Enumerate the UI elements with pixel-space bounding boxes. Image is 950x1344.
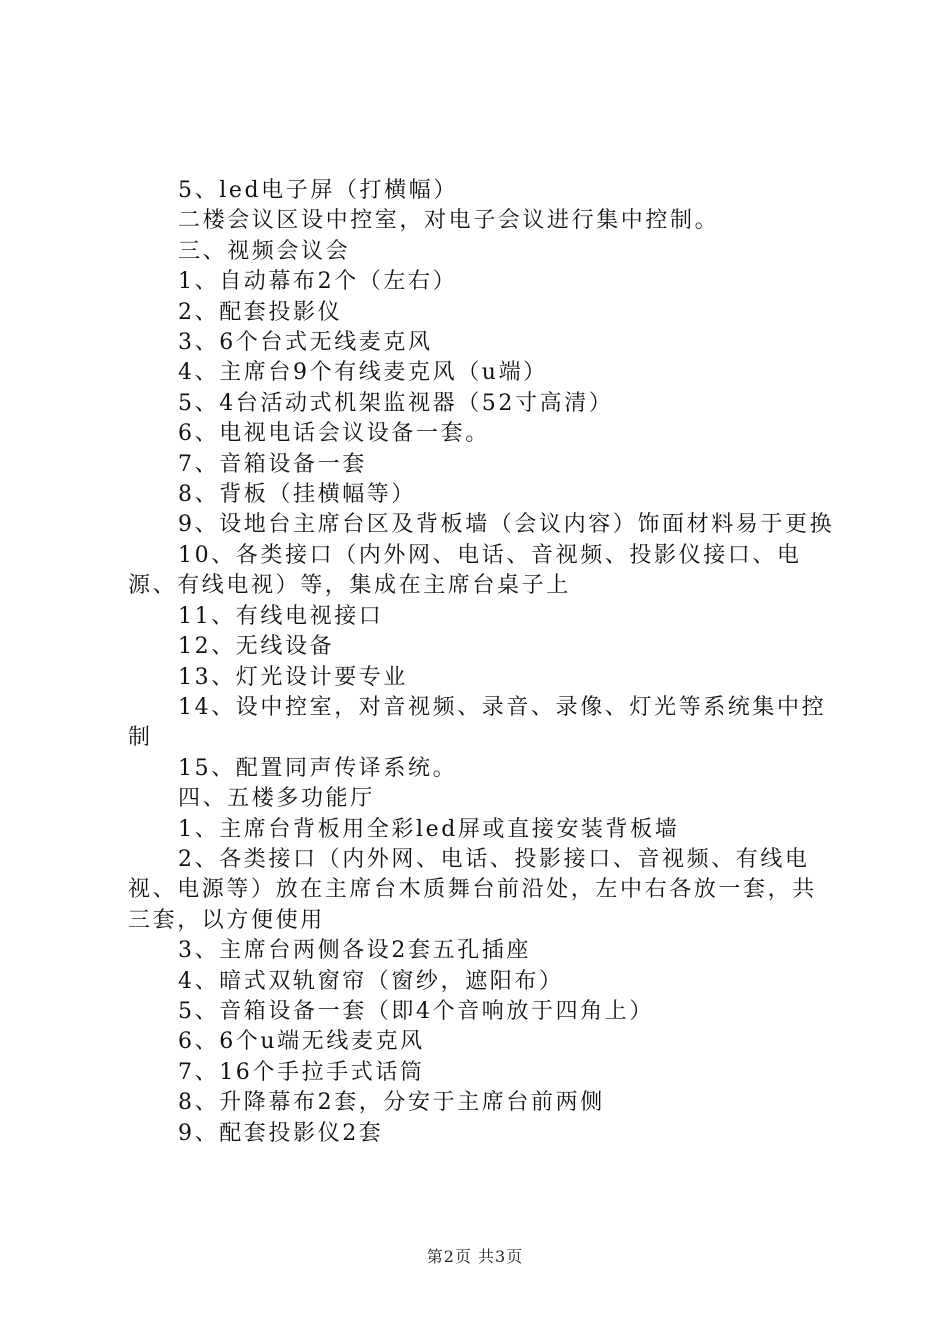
paragraph-led-screen: 5、led电子屏（打横幅） (178, 178, 458, 203)
list-item: 5、4台活动式机架监视器（52寸高清） (178, 390, 614, 416)
list-item: 15、配置同声传译系统。 (178, 755, 458, 781)
list-item: 6、电视电话会议设备一套。 (178, 421, 490, 447)
document-body (128, 176, 836, 1149)
section-heading-multifunction-hall: 四、五楼多功能厅 (178, 786, 375, 812)
list-item: 3、主席台两侧各设2套五孔插座 (178, 938, 531, 964)
list-item: 14、设中控室，对音视频、录音、录像、灯光等系统集中控制 (128, 694, 827, 751)
list-item: 4、主席台9个有线麦克风（u端） (178, 360, 548, 386)
list-item: 2、配套投影仪 (178, 299, 343, 325)
list-item: 1、自动幕布2个（左右） (178, 269, 458, 295)
list-item: 6、6个u端无线麦克风 (178, 1029, 425, 1055)
list-item: 8、背板（挂横幅等） (178, 482, 416, 508)
list-item: 13、灯光设计要专业 (178, 664, 408, 690)
section-heading-video-conference: 三、视频会议会 (178, 238, 351, 264)
list-item: 4、暗式双轨窗帘（窗纱，遮阳布） (178, 968, 564, 994)
list-item: 5、音箱设备一套（即4个音响放于四角上） (178, 998, 654, 1024)
paragraph-control-room: 二楼会议区设中控室，对电子会议进行集中控制。 (178, 208, 720, 234)
list-item: 1、主席台背板用全彩led屏或直接安装背板墙 (178, 816, 680, 842)
list-item: 7、音箱设备一套 (178, 451, 367, 477)
list-item: 8、升降幕布2套，分安于主席台前两侧 (178, 1090, 605, 1116)
list-item: 9、设地台主席台区及背板墙（会议内容）饰面材料易于更换 (178, 512, 835, 538)
list-item: 9、配套投影仪2套 (178, 1120, 384, 1146)
list-item: 12、无线设备 (178, 634, 335, 660)
list-item: 3、6个台式无线麦克风 (178, 330, 433, 356)
list-item: 11、有线电视接口 (178, 603, 384, 629)
list-item: 2、各类接口（内外网、电话、投影接口、音视频、有线电视、电源等）放在主席台木质舞台前沿处，左中右各放一套，共三套，以方便使用 (128, 846, 817, 933)
page-number-footer: 第2页 共3页 (426, 1247, 524, 1266)
list-item: 10、各类接口（内外网、电话、音视频、投影仪接口、电源、有线电视）等，集成在主席台桌子上 (128, 542, 802, 599)
list-item: 7、16个手拉手式话筒 (178, 1059, 425, 1085)
